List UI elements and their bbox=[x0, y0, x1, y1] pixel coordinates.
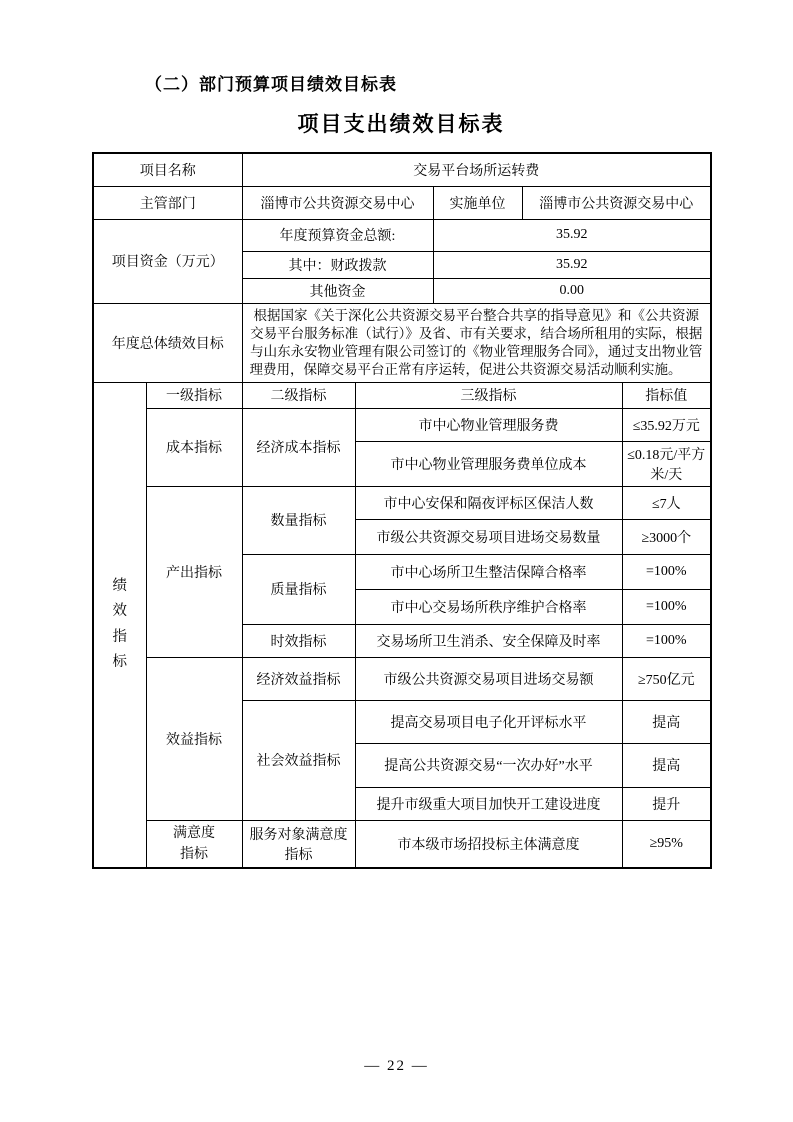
indicator-value: ≥750亿元 bbox=[622, 657, 711, 700]
department-value: 淄博市公共资源交易中心 bbox=[242, 186, 433, 219]
level1-output: 产出指标 bbox=[146, 486, 242, 657]
indicator-name: 市中心物业管理服务费单位成本 bbox=[355, 441, 622, 486]
funds-label: 项目资金（万元） bbox=[93, 219, 242, 303]
level2-timeliness: 时效指标 bbox=[242, 624, 355, 657]
header-value: 指标值 bbox=[622, 382, 711, 408]
level1-satisfaction bbox=[146, 820, 242, 868]
header-level2: 二级指标 bbox=[242, 382, 355, 408]
indicator-row bbox=[93, 408, 711, 441]
indicator-name: 市中心交易场所秩序维护合格率 bbox=[355, 589, 622, 624]
level2-service-satisfaction: 服务对象满意度指标 bbox=[242, 820, 355, 868]
indicator-name: 提高公共资源交易“一次办好”水平 bbox=[355, 743, 622, 787]
funds-fiscal-value: 35.92 bbox=[433, 251, 711, 278]
indicator-value: =100% bbox=[622, 554, 711, 589]
indicator-value: 提高 bbox=[622, 743, 711, 787]
level2-quality: 质量指标 bbox=[242, 554, 355, 624]
indicator-value: ≤35.92万元 bbox=[622, 408, 711, 441]
indicators-group-label bbox=[93, 382, 146, 868]
level2-economic-cost: 经济成本指标 bbox=[242, 408, 355, 486]
indicator-name: 市中心安保和隔夜评标区保洁人数 bbox=[355, 486, 622, 519]
annual-goal-text: 根据国家《关于深化公共资源交易平台整合共享的指导意见》和《公共资源交易平台服务标准（试行）》及省、市有关要求，结合场所租用的实际，根据与山东永安物业管理有限公司签订的《物业管理服务合同》，通过支出物业管理费用，保障交易平台正常有序运转，促进公共资源交易活动顺利实施。 bbox=[242, 303, 711, 382]
implementing-unit-value: 淄博市公共资源交易中心 bbox=[522, 186, 711, 219]
row-project-name bbox=[93, 153, 711, 186]
funds-other-label: 其他资金 bbox=[242, 278, 433, 303]
level1-satisfaction-text: 满意度指标 bbox=[172, 825, 215, 862]
indicator-value: =100% bbox=[622, 589, 711, 624]
indicator-value: ≤0.18元/平方米/天 bbox=[622, 441, 711, 486]
header-level1: 一级指标 bbox=[146, 382, 242, 408]
level2-social-benefit: 社会效益指标 bbox=[242, 700, 355, 820]
indicator-name: 市级公共资源交易项目进场交易数量 bbox=[355, 519, 622, 554]
table-title: 项目支出绩效目标表 bbox=[297, 112, 505, 136]
indicators-group-label-text: 绩效指标 bbox=[112, 577, 127, 670]
indicator-value: ≥3000个 bbox=[622, 519, 711, 554]
annual-goal-label: 年度总体绩效目标 bbox=[93, 303, 242, 382]
row-department bbox=[93, 186, 711, 219]
indicator-name: 提升市级重大项目加快开工建设进度 bbox=[355, 787, 622, 820]
funds-fiscal-label: 其中：财政拨款 bbox=[242, 251, 433, 278]
project-name-label: 项目名称 bbox=[93, 153, 242, 186]
indicator-row bbox=[93, 486, 711, 519]
page-number: — 22 — bbox=[364, 1058, 429, 1074]
indicator-row bbox=[93, 820, 711, 868]
funds-total-value: 35.92 bbox=[433, 219, 711, 251]
indicator-value: 提高 bbox=[622, 700, 711, 743]
level1-cost: 成本指标 bbox=[146, 408, 242, 486]
row-funds-total bbox=[93, 219, 711, 251]
row-indicator-headers bbox=[93, 382, 711, 408]
funds-other-value: 0.00 bbox=[433, 278, 711, 303]
indicator-value: 提升 bbox=[622, 787, 711, 820]
level1-benefit: 效益指标 bbox=[146, 657, 242, 820]
funds-total-label: 年度预算资金总额: bbox=[242, 219, 433, 251]
performance-target-table bbox=[92, 152, 712, 869]
indicator-value: ≥95% bbox=[622, 820, 711, 868]
implementing-unit-label: 实施单位 bbox=[433, 186, 522, 219]
header-level3: 三级指标 bbox=[355, 382, 622, 408]
indicator-row bbox=[93, 657, 711, 700]
level2-quantity: 数量指标 bbox=[242, 486, 355, 554]
indicator-name: 市级公共资源交易项目进场交易额 bbox=[355, 657, 622, 700]
indicator-value: ≤7人 bbox=[622, 486, 711, 519]
indicator-name: 提高交易项目电子化开评标水平 bbox=[355, 700, 622, 743]
indicator-name: 市中心物业管理服务费 bbox=[355, 408, 622, 441]
indicator-name: 市中心场所卫生整洁保障合格率 bbox=[355, 554, 622, 589]
project-name-value: 交易平台场所运转费 bbox=[242, 153, 711, 186]
section-heading: （二）部门预算项目绩效目标表 bbox=[145, 75, 397, 94]
indicator-name: 交易场所卫生消杀、安全保障及时率 bbox=[355, 624, 622, 657]
row-annual-goal bbox=[93, 303, 711, 382]
indicator-value: =100% bbox=[622, 624, 711, 657]
department-label: 主管部门 bbox=[93, 186, 242, 219]
level2-economic-benefit: 经济效益指标 bbox=[242, 657, 355, 700]
indicator-name: 市本级市场招投标主体满意度 bbox=[355, 820, 622, 868]
